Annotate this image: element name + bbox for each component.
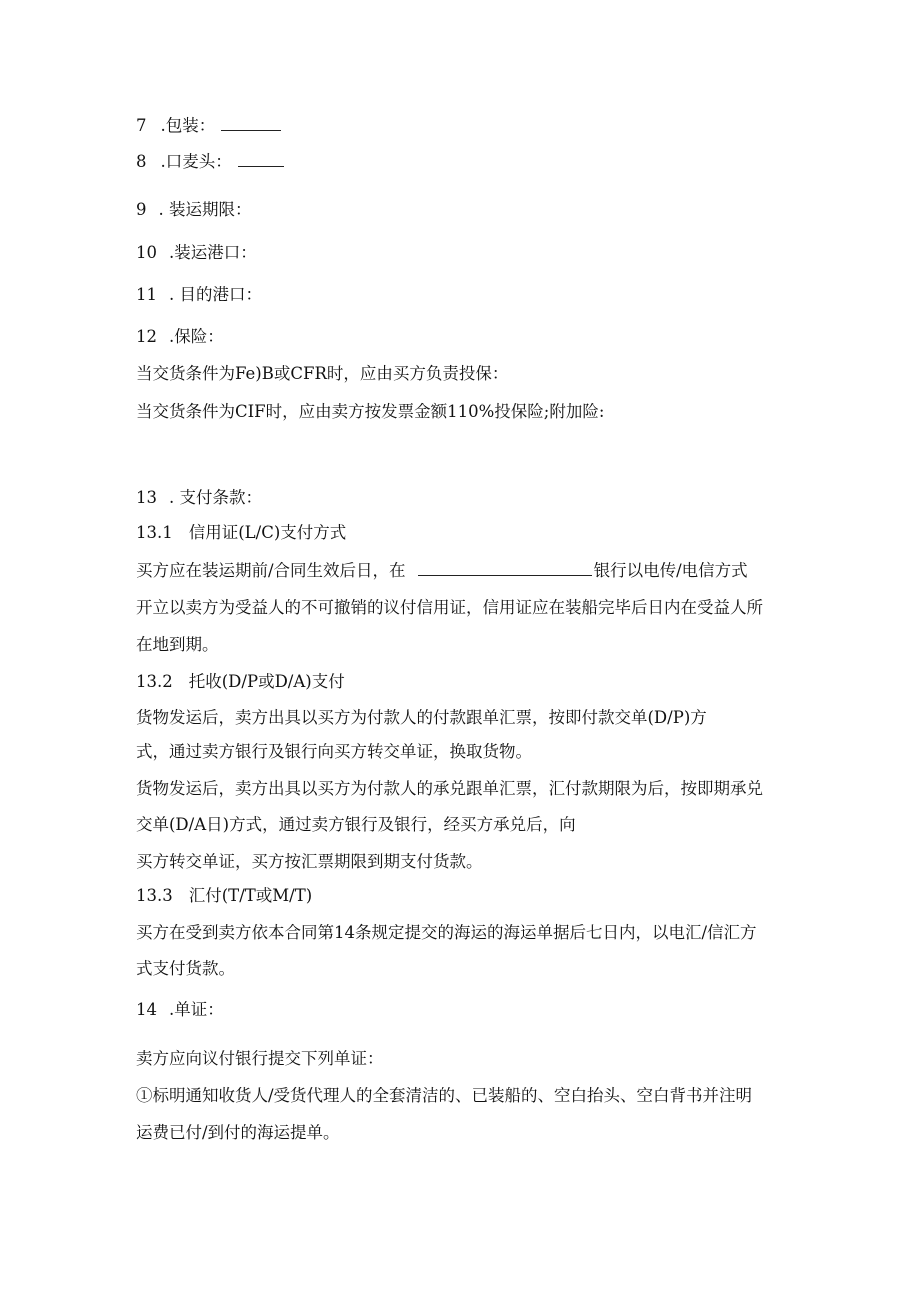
- clause-label: . 目的港口：: [169, 285, 262, 304]
- collection-text-line-3: 货物发运后，卖方出具以买方为付款人的承兑跟单汇票，汇付款期限为后，按即期承兑: [136, 779, 763, 798]
- fill-in-blank: [221, 116, 281, 131]
- clause-12-insurance: [136, 326, 224, 348]
- documents-item-1-line-1: ①标明通知收货人/受货代理人的全套清洁的、已装船的、空白抬头、空白背书并注明: [136, 1086, 753, 1105]
- subclause-title: 汇付(T/T或M/T): [188, 886, 313, 905]
- documents-item-1-line-2: 运费已付/到付的海运提单。: [136, 1123, 340, 1142]
- clause-number: 10: [136, 243, 157, 262]
- clause-13-payment-terms: [136, 487, 262, 509]
- clause-label: . 装运期限：: [158, 200, 252, 219]
- clause-label: .包装：: [160, 116, 216, 135]
- subclause-13-1-heading: [136, 522, 346, 544]
- lc-text-line-3: 在地到期。: [136, 635, 219, 654]
- clause-number: 9: [136, 200, 147, 219]
- clause-7-packing: [136, 115, 281, 137]
- clause-label: . 支付条款：: [169, 488, 262, 507]
- fill-in-blank: [238, 152, 284, 167]
- subclause-number: 13.2: [136, 672, 173, 691]
- collection-text-line-2: 式，通过卖方银行及银行向买方转交单证，换取货物。: [136, 742, 532, 761]
- clause-label: .单证：: [169, 1000, 224, 1019]
- lc-text-suffix: 银行以电传/电信方式: [593, 561, 748, 580]
- subclause-number: 13.3: [136, 886, 173, 905]
- clause-number: 8: [136, 152, 147, 171]
- remittance-text-line-2: 式支付货款。: [136, 959, 235, 978]
- clause-8-shipping-mark: [136, 151, 284, 173]
- clause-label: .保险：: [169, 327, 224, 346]
- clause-label: .装运港口：: [169, 243, 257, 262]
- clause-9-shipment-period: [136, 199, 252, 221]
- subclause-title: 托收(D/P或D/A)支付: [188, 672, 345, 691]
- clause-label: .口麦头：: [160, 152, 232, 171]
- subclause-13-3-heading: [136, 885, 312, 907]
- collection-text-line-4: 交单(D/A日)方式，通过卖方银行及银行，经买方承兑后，向: [136, 815, 576, 834]
- clause-number: 14: [136, 1000, 157, 1019]
- clause-number: 13: [136, 488, 157, 507]
- documents-intro: 卖方应向议付银行提交下列单证：: [136, 1049, 384, 1068]
- clause-number: 12: [136, 327, 157, 346]
- collection-text-line-1: 货物发运后，卖方出具以买方为付款人的付款跟单汇票，按即付款交单(D/P)方: [136, 708, 707, 727]
- subclause-number: 13.1: [136, 523, 173, 542]
- subclause-13-2-heading: [136, 671, 345, 693]
- clause-10-port-of-loading: [136, 242, 257, 264]
- lc-text-prefix: 买方应在装运期前/合同生效后日，在: [136, 561, 406, 580]
- clause-11-port-of-destination: [136, 284, 262, 306]
- clause-14-documents: [136, 999, 224, 1021]
- insurance-fob-cfr-text: 当交货条件为Fe)B或CFR时，应由买方负责投保：: [136, 364, 509, 383]
- lc-text-line-2: 开立以卖方为受益人的不可撤销的议付信用证，信用证应在装船完毕后日内在受益人所: [136, 598, 763, 617]
- collection-text-line-5: 买方转交单证，买方按汇票期限到期支付货款。: [136, 852, 483, 871]
- remittance-text-line-1: 买方在受到卖方依本合同第14条规定提交的海运的海运单据后七日内，以电汇/信汇方: [136, 923, 757, 942]
- lc-text-line-1: [136, 560, 748, 582]
- subclause-title: 信用证(L/C)支付方式: [188, 523, 347, 542]
- insurance-cif-text: 当交货条件为CIF时，应由卖方按发票金额110%投保险;附加险:: [136, 402, 605, 421]
- clause-number: 7: [136, 116, 147, 135]
- clause-number: 11: [136, 285, 157, 304]
- bank-name-blank: [418, 561, 592, 576]
